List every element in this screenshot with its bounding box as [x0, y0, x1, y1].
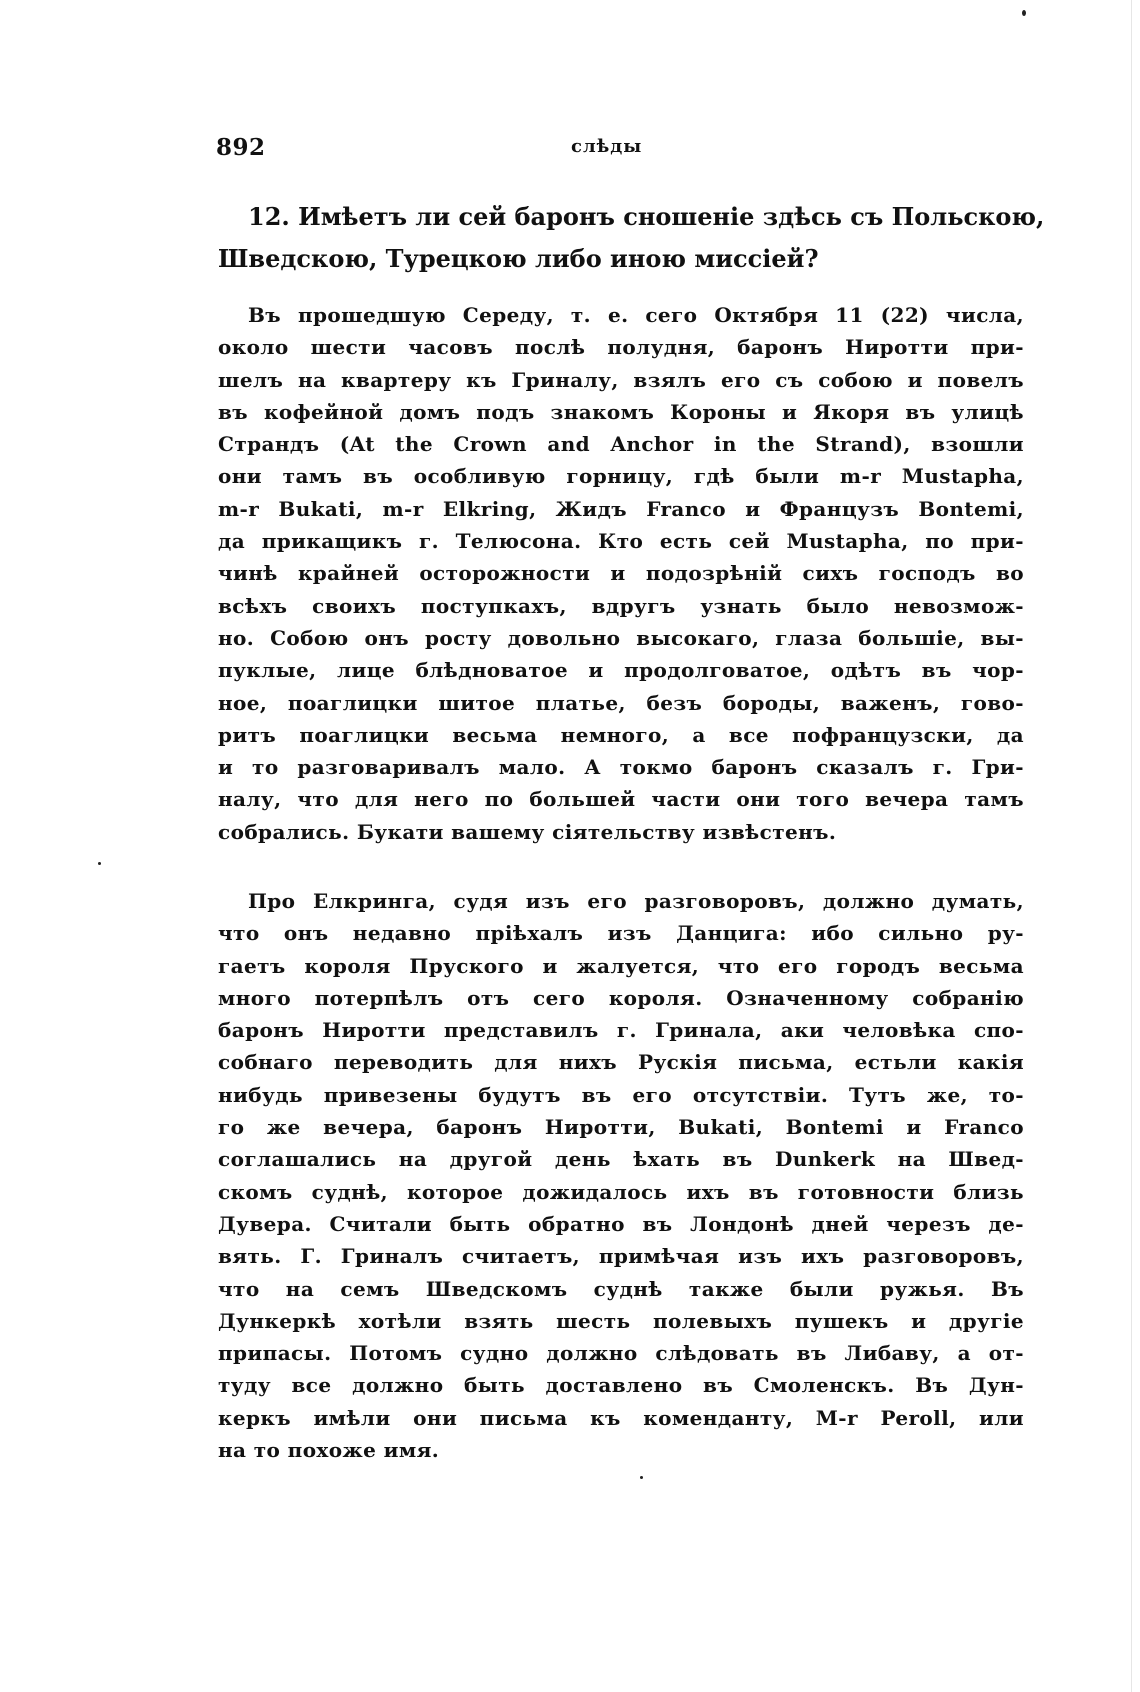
paragraph-1 [218, 299, 1024, 848]
text-line: Въ прошедшую Середу, т. е. сего Октября 11 (22) числа, [248, 303, 1024, 327]
scan-speck [1022, 10, 1026, 16]
scan-speck [640, 1476, 643, 1479]
text-line: но. Собою онъ росту довольно высокаго, глаза большіе, вы- [218, 625, 1024, 650]
text-line: скомъ суднѣ, которое дожидалось ихъ въ готовности близь [218, 1179, 1024, 1204]
text-line: и то разговаривалъ мало. А токмо баронъ сказалъ г. Гри- [218, 755, 1024, 780]
text-line: много потерпѣлъ отъ сего короля. Означенному собранію [218, 985, 1024, 1010]
text-line: пуклые, лице блѣдноватое и продолговатое, одѣтъ въ чор- [218, 658, 1024, 683]
text-line: Про Елкринга, судя изъ его разговоровъ, должно думать, [248, 889, 1024, 913]
paragraph-2 [218, 885, 1024, 1466]
page-number: 892 [216, 134, 266, 161]
text-line: ное, поаглицки шитое платье, безъ бороды, важенъ, гово- [218, 690, 1024, 715]
text-line: собрались. Букати вашему сіятельству извѣстенъ. [218, 819, 837, 844]
text-line: соглашались на другой день ѣхать въ Dunkerk на Швед- [218, 1147, 1024, 1172]
text-line: около шести часовъ послѣ полудня, баронъ Ниротти при- [218, 335, 1024, 360]
text-line: припасы. Потомъ судно должно слѣдовать въ Либаву, а от- [218, 1341, 1024, 1366]
question-line: 12. Имѣетъ ли сей баронъ сношеніе здѣсь съ Польскою, [248, 202, 1045, 231]
text-line: собнаго переводить для нихъ Рускія письма, естьли какія [218, 1050, 1024, 1075]
text-line: гаетъ короля Пруского и жалуется, что его городъ весьма [218, 953, 1024, 978]
text-line: на то похоже имя. [218, 1438, 440, 1463]
text-line: чинѣ крайней осторожности и подозрѣній сихъ господъ во [218, 561, 1024, 586]
text-line: вять. Г. Гриналъ считаетъ, примѣчая изъ ихъ разговоровъ, [218, 1244, 1024, 1269]
page-edge [1131, 0, 1132, 1692]
text-line: шелъ на квартеру къ Гриналу, взялъ его съ собою и повелъ [218, 367, 1024, 392]
text-line: m-r Bukati, m-r Elkring, Жидъ Franco и Французъ Bontemi, [218, 496, 1024, 521]
text-line: баронъ Ниротти представилъ г. Гринала, аки человѣка спо- [218, 1018, 1024, 1043]
text-line: Страндъ (At the Crown and Anchor in the Strand), взошли [218, 432, 1024, 457]
text-line: что на семъ Шведскомъ суднѣ также были ружья. Въ [218, 1276, 1024, 1301]
text-line: налу, что для него по большей части они того вечера тамъ [218, 787, 1024, 812]
text-line: го же вечера, баронъ Ниротти, Bukati, Bontemi и Franco [218, 1115, 1024, 1140]
running-title: слѣды [571, 136, 643, 157]
text-line: да прикащикъ г. Телюсона. Кто есть сей Mustapha, по при- [218, 529, 1024, 554]
question-line: Шведскою, Турецкою либо иною миссіей? [218, 244, 819, 273]
text-line: что онъ недавно пріѣхалъ изъ Данцига: ибо сильно ру- [218, 921, 1024, 946]
text-line: Дункеркѣ хотѣли взять шесть полевыхъ пушекъ и другіе [218, 1308, 1024, 1333]
question-heading [218, 196, 1045, 280]
scan-speck [98, 862, 101, 865]
text-line: туду все должно быть доставлено въ Смоленскъ. Въ Дун- [218, 1373, 1024, 1398]
running-head [216, 134, 1026, 170]
text-line: они тамъ въ особливую горницу, гдѣ были m-r Mustapha, [218, 464, 1024, 489]
text-line: всѣхъ своихъ поступкахъ, вдругъ узнать было невозмож- [218, 593, 1024, 618]
text-line: Дувера. Считали быть обратно въ Лондонѣ дней черезъ де- [218, 1211, 1024, 1236]
text-line: керкъ имѣли они письма къ коменданту, M-r Peroll, или [218, 1405, 1024, 1430]
text-line: нибудь привезены будутъ въ его отсутствіи. Тутъ же, то- [218, 1082, 1024, 1107]
text-line: въ кофейной домъ подъ знакомъ Короны и Якоря въ улицѣ [218, 399, 1024, 424]
text-line: ритъ поаглицки весьма немного, а все пофранцузски, да [218, 722, 1024, 747]
